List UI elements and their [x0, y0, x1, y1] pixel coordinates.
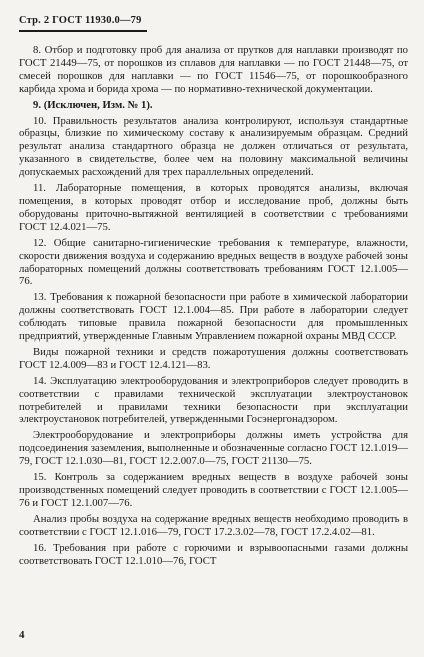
document-body	[19, 44, 408, 570]
paragraph-9: 9. (Исключен, Изм. № 1).	[33, 98, 153, 111]
paragraph-11: 11. Лабораторные помещения, в которых проводятся анализы, включая помещения, в которых проводят отбор и исследование проб, должны быть оборудованы приточно-вытяжной вентиляцией в соответствии с требованиями ГОСТ 12.4.021—75.	[19, 182, 408, 233]
paragraph-12: 12. Общие санитарно-гигиенические требования к температуре, влажности, скорости движения воздуха и содержанию вредных веществ в воздухе рабочей зоны лабораторных помещений должны соответствовать требованиям ГОСТ 12.1.005—76.	[19, 236, 408, 288]
paragraph-13: 13. Требования к пожарной безопасности при работе в химической лаборатории должны соответствовать ГОСТ 12.1.004—85. При работе в лаборатории следует соблюдать типовые правила пожарной безопасности для промышленных предприятий, утвержденные Главным Управлением пожарной охраны МВД СССР.	[19, 291, 408, 343]
paragraph-10: 10. Правильность результатов анализа контролируют, используя стандартные образцы, близкие по химическому составу к анализируемым образцам. Средний результат анализа стандартного образца не должен отличаться от результата, указанного в свидетельстве, более чем на половину максимальной величины допускаемых расхождений для трех параллельных определений.	[19, 114, 408, 179]
paragraph-8: 8. Отбор и подготовку проб для анализа от прутков для наплавки производят по ГОСТ 21449—75, от порошков из сплавов для наплавки — по ГОСТ 21448—75, от смесей порошков для наплавки — по ГОСТ 11546—75, от порошкообразного карбида хрома и борида хрома — по нормативно-технической документации.	[19, 44, 408, 95]
paragraph-14: 14. Эксплуатацию электрооборудования и электроприборов следует проводить в соответствии с правилами технической эксплуатации электроустановок потребителей и правилами техники безопасности при эксплуатации электроустановок потребителей, утвержденными Госэнергонадзором.	[19, 374, 408, 426]
page-number: 4	[19, 629, 25, 641]
page-header: Стр. 2 ГОСТ 11930.0—79	[19, 15, 142, 26]
paragraph-13-fire-equipment: Виды пожарной техники и средств пожаротушения должны соответствовать ГОСТ 12.4.009—83 и ГОСТ 12.4.121—83.	[19, 345, 408, 371]
header-underline	[19, 30, 147, 32]
paragraph-15-air-analysis: Анализ пробы воздуха на содержание вредных веществ необходимо проводить в соответствии с ГОСТ 12.1.016—79, ГОСТ 17.2.3.02—78, ГОСТ 17.2.4.02—81.	[19, 512, 408, 538]
paragraph-14-grounding: Электрооборудование и электроприборы должны иметь устройства для подсоединения заземления, выполненные и обозначенные согласно ГОСТ 12.1.019—79, ГОСТ 12.1.030—81, ГОСТ 12.2.007.0—75, ГОСТ 21130—75.	[19, 429, 408, 468]
paragraph-15: 15. Контроль за содержанием вредных веществ в воздухе рабочей зоны производственных помещений следует проводить в соответствии с ГОСТ 12.1.005—76 и ГОСТ 12.1.007—76.	[19, 471, 408, 509]
paragraph-16: 16. Требования при работе с горючими и взрывоопасными газами должны соответствовать ГОСТ 12.1.010—76, ГОСТ	[19, 541, 408, 567]
